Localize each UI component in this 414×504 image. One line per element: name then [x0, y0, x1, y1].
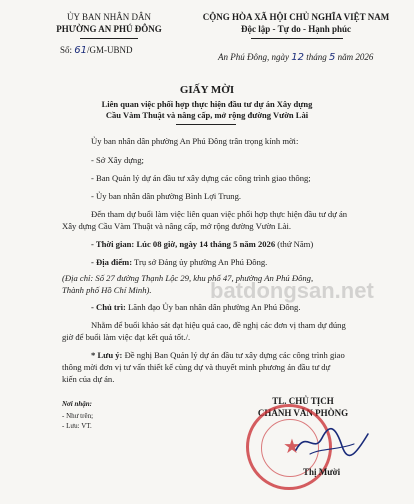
invitation-intro: Ủy ban nhân dân phường An Phú Đông trân trọng kính mời:: [91, 136, 299, 146]
signature-title: CHÁNH VĂN PHÒNG: [257, 408, 349, 418]
document-number: Số: 61/GM-UBND: [60, 45, 133, 56]
issue-date: An Phú Đông, ngày 12 tháng 5 năm 2026: [218, 52, 374, 63]
recipients-item: - Lưu: VT.: [62, 422, 92, 430]
motto-underline: [251, 38, 343, 39]
issue-month-handwritten: 5: [329, 52, 336, 63]
recipient-item: - Sở Xây dựng;: [91, 155, 144, 165]
handwritten-signature: [292, 424, 372, 460]
meeting-place: - Địa điểm: Trụ sở Đảng ủy phường An Phú Đông.: [91, 257, 268, 267]
recipient-item: - Ban Quản lý dự án đầu tư xây dựng các công trình giao thông;: [91, 173, 311, 183]
signature-authority: TL. CHỦ TỊCH: [272, 396, 334, 406]
subject-underline: [176, 124, 236, 125]
subject-line-1: Liên quan việc phối hợp thực hiện đầu tư dự án Xây dựng: [101, 99, 313, 109]
country-name: CỘNG HÒA XÃ HỘI CHỦ NGHĨA VIỆT NAM: [202, 12, 390, 22]
note-line-2: thông mời đơn vị tư vấn thiết kế cùng dự và thuyết minh phương án đầu tư dự: [62, 362, 331, 372]
seal-star-icon: ★: [283, 436, 301, 458]
note-line-3: kiến của dự án.: [62, 374, 115, 384]
purpose-line-2: Xây dựng Cầu Vàm Thuật và nâng cấp, mở rộng đường Vườn Lài.: [62, 221, 292, 231]
document-number-handwritten: 61: [74, 45, 87, 56]
issue-day-handwritten: 12: [291, 52, 304, 63]
issuer-ward: PHƯỜNG AN PHÚ ĐÔNG: [56, 24, 162, 34]
meeting-chair: - Chủ trì: Lãnh đạo Ủy ban nhân dân phường An Phú Đông.: [91, 302, 301, 312]
watermark: batdongsan.net: [210, 278, 374, 303]
recipients-item: - Như trên;: [62, 412, 94, 420]
meeting-address-line-2: Thành phố Hồ Chí Minh).: [62, 285, 152, 295]
issuer-org: ỦY BAN NHÂN DÂN: [67, 12, 151, 22]
meeting-time: - Thời gian: Lúc 08 giờ, ngày 14 tháng 5 năm 2026 (thứ Năm): [91, 239, 314, 249]
signer-name: Thị Mười: [303, 467, 341, 477]
meeting-address-line-1: (Địa chỉ: Số 27 đường Thạnh Lộc 29, khu phố 47, phường An Phú Đông,: [62, 273, 314, 283]
document-title: GIẤY MỜI: [179, 84, 235, 96]
subject-line-2: Cầu Vàm Thuật và nâng cấp, mở rộng đường Vườn Lài: [105, 110, 309, 120]
recipient-item: - Ủy ban nhân dân phường Bình Lợi Trung.: [91, 191, 242, 201]
attendance-request-line-1: Nhằm để buổi khảo sát đạt hiệu quả cao, đề nghị các đơn vị tham dự đúng: [91, 320, 346, 330]
note-line-1: * Lưu ý: Đề nghị Ban Quản lý dự án đầu tư xây dựng các công trình giao: [91, 350, 345, 360]
purpose-line-1: Đến tham dự buổi làm việc liên quan việc phối hợp thực hiện đầu tư dự án: [91, 209, 348, 219]
attendance-request-line-2: giờ để buổi làm việc đạt kết quả tốt./.: [62, 332, 191, 342]
national-motto: Độc lập - Tự do - Hạnh phúc: [240, 24, 351, 34]
recipients-title: Nơi nhận:: [62, 400, 93, 408]
issuer-underline: [80, 38, 138, 39]
